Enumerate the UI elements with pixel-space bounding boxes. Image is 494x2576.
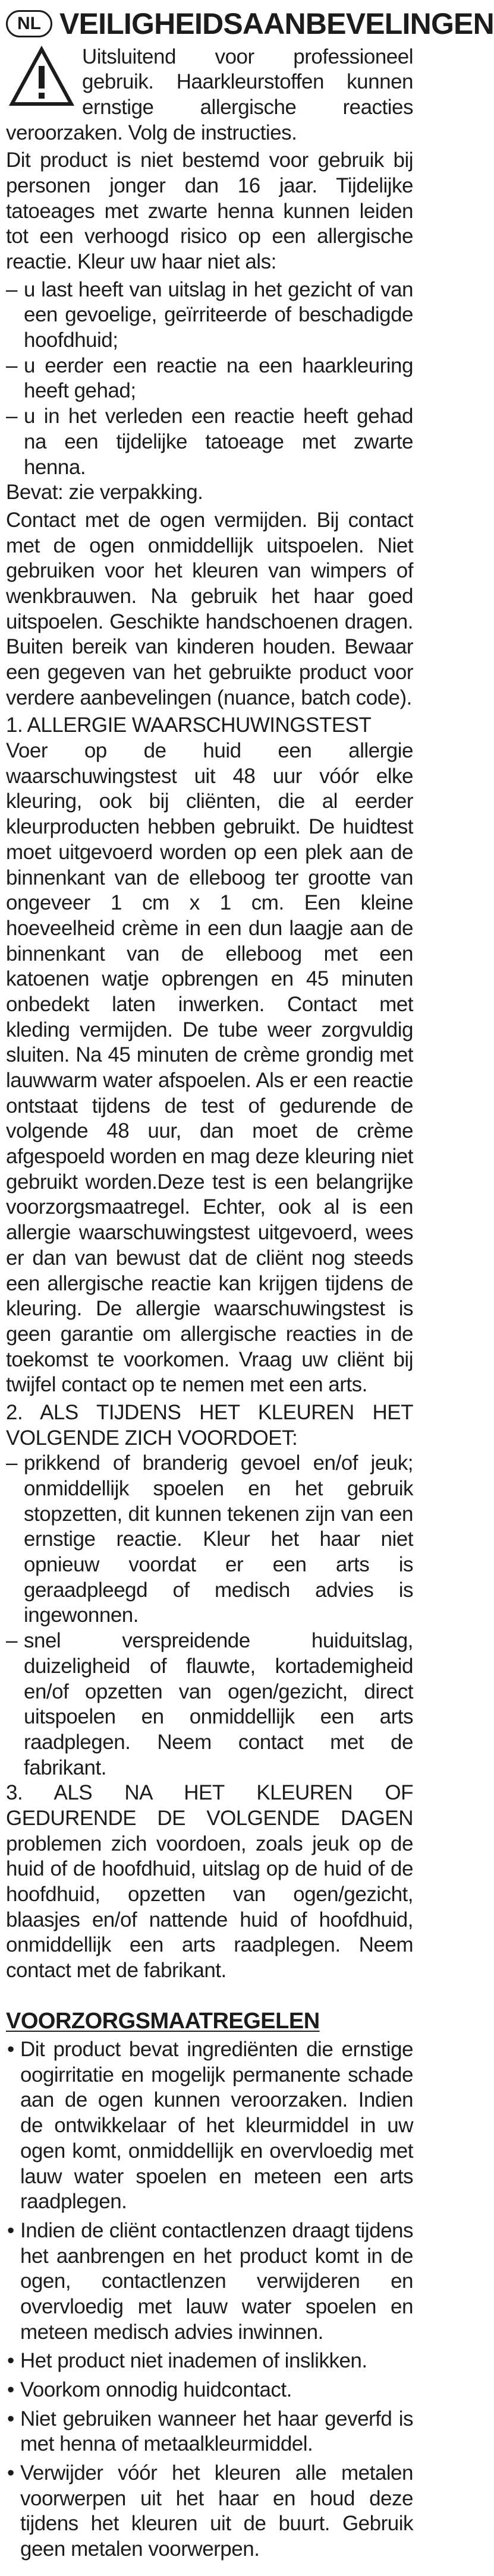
allergy-test-body: Voer op de huid een allergie waarschuwingstest uit 48 uur vóór elke kleuring, ook bij cliënten, die al eerder kleurproducten hebben gebruikt. De huidtest moet uitgevoerd worden op een plek aan de binnenkant van de elleboog ter grootte van ongeveer 1 cm x 1 cm. Een kleine hoeveelheid crème in een dun laagje aan de binnenkant van de elleboog met een katoenen watje opbrengen en 45 minuten onbedekt laten inwerken. Contact met kleding vermijden. De tube weer zorgvuldig sluiten. Na 45 minuten de crème grondig met lauwwarm water afspoelen. Als er een reactie ontstaat tijdens de test of gedurende de volgende 48 uur, dan moet de crème afgespoeld worden en mag deze kleuring niet gebruikt worden.Deze test is een belangrijke voorzorgsmaatregel. Echter, ook al is een allergie waarschuwingstest uitgevoerd, wees er dan van bewust dat de cliënt nog steeds een allergische reactie kan krijgen tijdens de kleuring. De allergie waarschuwingstest is geen garantie om allergische reacties in de toekomst te voorkomen. Vraag uw cliënt bij twijfel contact op te nemen met een arts. [6, 739, 413, 1397]
intro-paragraph: Dit product is niet bestemd voor gebruik bij personen jonger dan 16 jaar. Tijdelijke tatoeages met zwarte henna kunnen leiden tot een verhoogd risico op een allergische reactie. Kleur uw haar niet als: [6, 149, 413, 273]
after-coloring-body: problemen zich voordoen, zoals jeuk op de huid of de hoofdhuid, uitslag op de huid of de hoofdhuid, opzetten van ogen/gezicht, blaasjes en/of nattende huid of hoofdhuid, onmiddellijk een arts raadplegen. Neem contact met de fabrikant. [6, 1832, 413, 1982]
list-item: • Voorkom onnodig huidcontact. [7, 2378, 292, 2402]
warning-triangle-icon [8, 46, 75, 108]
usage-paragraph: Contact met de ogen vermijden. Bij contact met de ogen onmiddellijk uitspoelen. Niet gebruiken voor het kleuren van wimpers of wenkbrauwen. Na gebruik het haar goed uitspoelen. Geschikte handschoenen dragen. Buiten bereik van kinderen houden. Bewaar een gegeven van het gebruikte product voor verdere aanbevelingen (nuance, batch code). [6, 508, 413, 709]
list-item: • Het product niet inademen of inslikken. [7, 2349, 367, 2373]
list-item: – u in het verleden een reactie heeft gehad na een tijdelijke tatoeage met zwarte henna. [6, 405, 413, 479]
after-coloring-section [6, 1781, 413, 1984]
precautions-heading: VOORZORGSMAATREGELEN [6, 2008, 320, 2034]
language-badge: NL [6, 10, 52, 37]
list-item: • Niet gebruiken wanneer het haar geverfd is met henna of metaalkleurmiddel. [7, 2407, 413, 2456]
title-row [6, 7, 494, 40]
during-coloring-list [6, 1451, 413, 1781]
list-item: – u eerder een reactie na een haarkleuring heeft gehad; [6, 353, 413, 403]
list-item: • Verwijder vóór het kleuren alle metalen voorwerpen uit het haar en houd deze tijdens het kleuren uit de buurt. Gebruik geen metalen voorwerpen. [7, 2461, 413, 2561]
precautions-list [6, 2037, 413, 2562]
list-item: – prikkend of branderig gevoel en/of jeuk; onmiddellijk spoelen en het gebruik stopzetten, dit kunnen tekenen zijn van een ernstige reactie. Kleur het haar niet opnieuw voordat er een arts is geraadpleegd of medisch advies is ingewonnen. [6, 1451, 413, 1627]
list-item: – u last heeft van uitslag in het gezicht of van een gevoelige, geïrriteerde of beschadigde hoofdhuid; [6, 277, 413, 352]
list-item: – snel verspreidende huiduitslag, duizeligheid of flauwte, kortademigheid en/of opzetten van ogen/gezicht, direct uitspoelen en onmiddellijk een arts raadplegen. Neem contact met de fabrikant. [6, 1629, 413, 1779]
contraindication-list [6, 277, 413, 481]
list-item: • Dit product bevat ingrediënten die ernstige oogirritatie en mogelijk permanente schade aan de ogen kunnen veroorzaken. Indien de ontwikkelaar of het kleurmiddel in uw ogen komt, onmiddellijk en overvloedig met lauw water spoelen en meteen een arts raadplegen. [7, 2038, 413, 2214]
after-coloring-heading: 3. ALS NA HET KLEUREN OF GEDURENDE DE VOLGENDE DAGEN [6, 1781, 413, 1830]
list-item: • Indien de cliënt contactlenzen draagt tijdens het aanbrengen en het product komt in de ogen, contactlenzen verwijderen en overvloedig met lauw water spoelen en meteen medisch advies inwinnen. [7, 2218, 413, 2344]
warning-block [6, 45, 413, 149]
contains-line: Bevat: zie verpakking. [6, 481, 203, 504]
warning-text: Uitsluitend voor professioneel gebruik. Haarkleurstoffen kunnen ernstige allergische reacties veroorzaken. Volg de instructies. [6, 45, 413, 144]
document-title: VEILIGHEIDSAANBEVELINGEN [59, 7, 494, 40]
allergy-test-heading: 1. ALLERGIE WAARSCHUWINGSTEST [6, 714, 372, 737]
during-coloring-heading: 2. ALS TIJDENS HET KLEUREN HET VOLGENDE ZICH VOORDOET: [6, 1400, 413, 1450]
